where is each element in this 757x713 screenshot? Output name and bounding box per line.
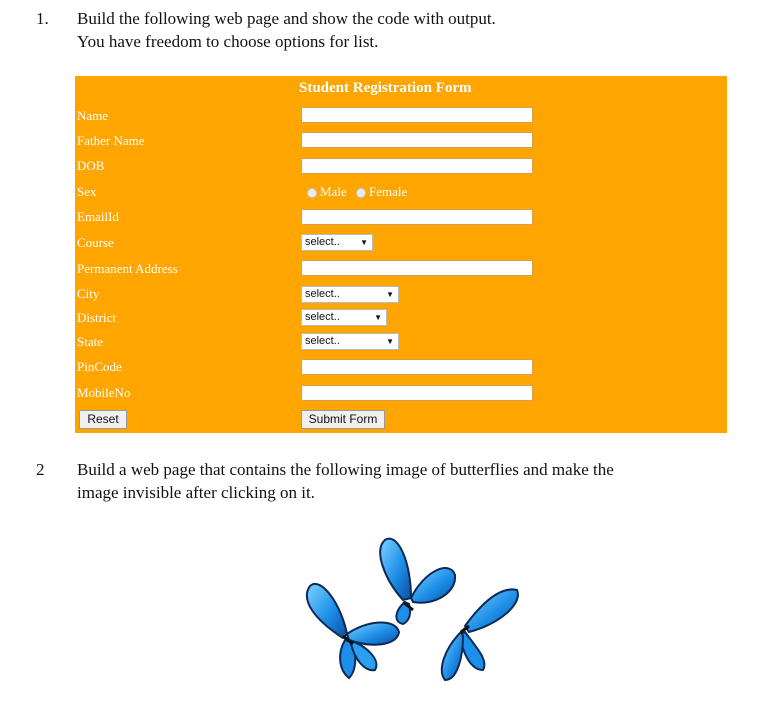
state-select[interactable]: [301, 333, 399, 350]
name-input[interactable]: [301, 107, 533, 123]
city-select-value: select..: [305, 288, 340, 300]
label-state: State: [77, 334, 103, 349]
chevron-down-icon: ▼: [386, 290, 394, 299]
state-select-value: select..: [305, 335, 340, 347]
label-email: EmailId: [77, 209, 119, 224]
label-address: Permanent Address: [77, 261, 178, 276]
course-select[interactable]: [301, 234, 373, 251]
chevron-down-icon: ▼: [374, 313, 382, 322]
label-father-name: Father Name: [77, 133, 145, 148]
sex-radio-group: [307, 184, 407, 200]
course-select-value: select..: [305, 236, 340, 248]
butterflies-image[interactable]: [285, 520, 535, 695]
label-district: District: [77, 310, 116, 325]
chevron-down-icon: ▼: [386, 337, 394, 346]
district-select[interactable]: [301, 309, 387, 326]
address-input[interactable]: [301, 260, 533, 276]
pincode-input[interactable]: [301, 359, 533, 375]
chevron-down-icon: ▼: [360, 238, 368, 247]
butterfly-top-icon: [380, 539, 455, 624]
butterfly-left-icon: [307, 584, 399, 678]
city-select[interactable]: [301, 286, 399, 303]
label-dob: DOB: [77, 158, 105, 173]
question-2-line-2: image invisible after clicking on it.: [77, 483, 315, 502]
form-title: Student Registration Form: [299, 80, 472, 96]
question-2-line-1: Build a web page that contains the following image of butterflies and make the: [77, 460, 614, 479]
label-name: Name: [77, 108, 109, 123]
district-select-value: select..: [305, 311, 340, 323]
label-city: City: [77, 286, 100, 301]
radio-male[interactable]: [307, 184, 347, 199]
radio-female-label: Female: [368, 184, 408, 199]
label-mobile: MobileNo: [77, 385, 131, 400]
butterfly-right-icon: [442, 589, 518, 680]
submit-button[interactable]: Submit Form: [301, 410, 385, 429]
mobile-input[interactable]: [301, 385, 533, 401]
radio-female-dot[interactable]: [356, 188, 366, 198]
question-1: [36, 8, 736, 58]
question-1-line-2: You have freedom to choose options for list.: [77, 32, 379, 51]
question-2-number: 2: [36, 460, 45, 479]
radio-male-label: Male: [320, 184, 347, 199]
label-sex: Sex: [77, 184, 97, 199]
label-course: Course: [77, 235, 114, 250]
question-2: [36, 459, 736, 509]
question-1-number: 1.: [36, 9, 49, 28]
dob-input[interactable]: [301, 158, 533, 174]
label-pincode: PinCode: [77, 359, 122, 374]
registration-form: [75, 76, 727, 433]
radio-female[interactable]: [356, 184, 407, 199]
father-name-input[interactable]: [301, 132, 533, 148]
radio-male-dot[interactable]: [307, 188, 317, 198]
question-1-line-1: Build the following web page and show the code with output.: [77, 9, 496, 28]
reset-button[interactable]: Reset: [79, 410, 127, 429]
email-input[interactable]: [301, 209, 533, 225]
